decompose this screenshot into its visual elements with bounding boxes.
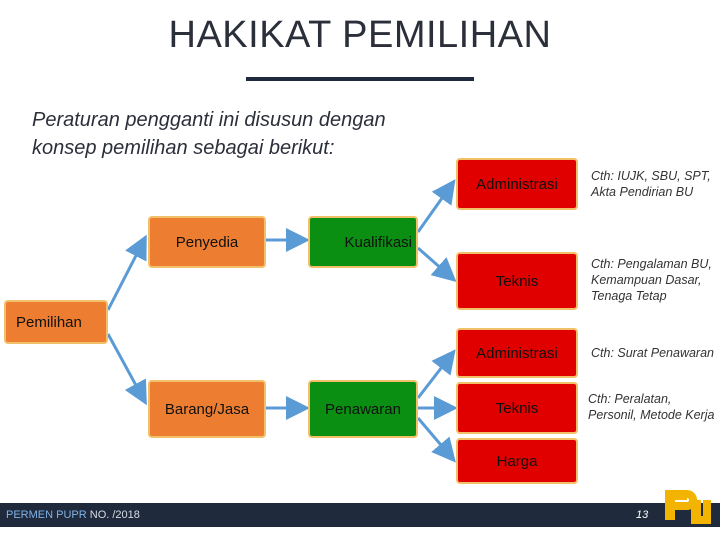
arrow-kualifikasi-teknis — [418, 248, 452, 278]
arrow-pemilihan-barang — [108, 334, 144, 400]
note-line: Cth: Pengalaman BU, — [591, 257, 712, 271]
node-penawaran: Penawaran — [308, 380, 418, 438]
note-penawaran-teknis — [588, 391, 714, 423]
page-title: HAKIKAT PEMILIHAN — [168, 14, 552, 56]
pupr-logo-icon — [661, 486, 713, 530]
arrow-penawaran-harga — [418, 418, 452, 458]
note-line: Cth: IUJK, SBU, SPT, — [591, 169, 711, 183]
note-kualifikasi-administrasi — [591, 168, 711, 200]
intro-line-2: konsep pemilihan sebagai berikut: — [32, 137, 335, 159]
note-line: Cth: Peralatan, — [588, 392, 672, 406]
node-kualifikasi: Kualifikasi — [308, 216, 418, 268]
arrow-penawaran-administrasi — [418, 354, 452, 398]
note-line: Cth: Surat Penawaran — [591, 346, 714, 360]
node-penawaran-harga: Harga — [456, 438, 578, 484]
note-line: Personil, Metode Kerja — [588, 408, 715, 422]
note-line: Akta Pendirian BU — [591, 185, 694, 199]
note-line: Tenaga Tetap — [591, 289, 667, 303]
arrow-pemilihan-penyedia — [108, 240, 144, 310]
note-line: Kemampuan Dasar, — [591, 273, 702, 287]
intro-line-1: Peraturan pengganti ini disusun dengan — [32, 109, 386, 131]
node-barang-jasa: Barang/Jasa — [148, 380, 266, 438]
note-penawaran-administrasi — [591, 345, 714, 361]
node-kualifikasi-teknis: Teknis — [456, 252, 578, 310]
footer-document-label — [6, 509, 140, 521]
note-kualifikasi-teknis — [591, 256, 712, 304]
page-number: 13 — [636, 509, 649, 521]
arrow-kualifikasi-administrasi — [418, 184, 452, 232]
node-penawaran-teknis: Teknis — [456, 382, 578, 434]
footer-doc-rest: NO. /2018 — [86, 509, 140, 521]
node-pemilihan: Pemilihan — [4, 300, 108, 344]
footer-doc-highlight: PERMEN PUPR — [6, 509, 87, 521]
node-penyedia: Penyedia — [148, 216, 266, 268]
node-kualifikasi-administrasi: Administrasi — [456, 158, 578, 210]
node-penawaran-administrasi: Administrasi — [456, 328, 578, 378]
